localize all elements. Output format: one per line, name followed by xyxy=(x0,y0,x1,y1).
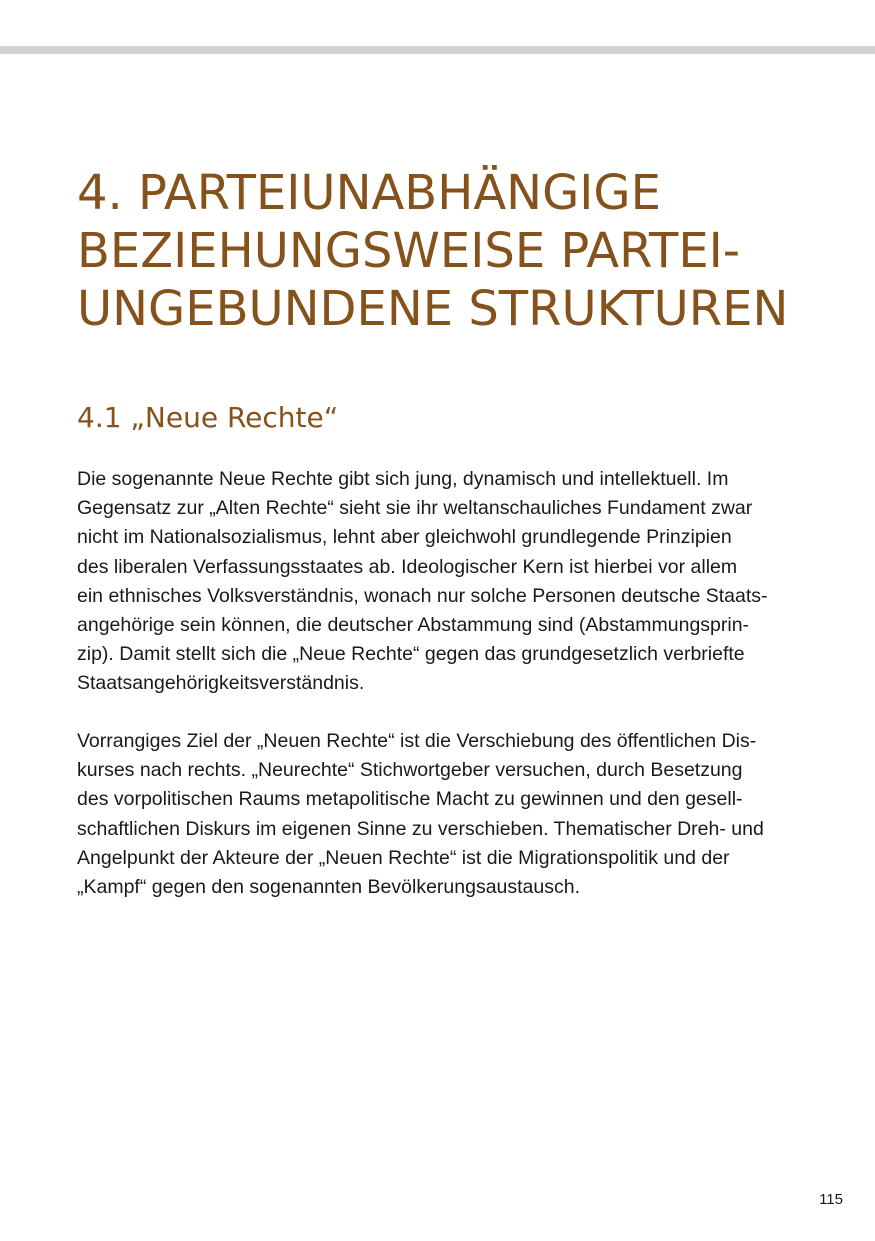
text-line: Staatsangehörigkeitsverständnis. xyxy=(77,672,365,695)
text-line: „Kampf“ gegen den sogenannten Bevölkerungsaustausch. xyxy=(77,876,581,899)
page-number: 115 xyxy=(819,1191,843,1208)
paragraph-1 xyxy=(77,465,768,699)
text-line: Angelpunkt der Akteure der „Neuen Rechte“ ist die Migrationspolitik und der xyxy=(77,846,730,869)
text-line: nicht im Nationalsozialismus, lehnt aber gleichwohl grundlegende Prinzipien xyxy=(77,526,732,549)
text-line: angehörige sein können, die deutscher Abstammung sind (Abstammungsprin- xyxy=(77,614,750,637)
chapter-title-line: 4. PARTEIUNABHÄNGIGE xyxy=(77,165,661,221)
section-title: 4.1 „Neue Rechte“ xyxy=(77,401,339,434)
paragraph-2 xyxy=(77,727,764,902)
chapter-title xyxy=(77,164,788,338)
text-line: Vorrangiges Ziel der „Neuen Rechte“ ist die Verschiebung des öffentlichen Dis- xyxy=(77,730,757,752)
top-rule xyxy=(0,46,875,54)
text-line: des vorpolitischen Raums metapolitische Macht zu gewinnen und den gesell- xyxy=(77,788,743,811)
text-line: des liberalen Verfassungsstaates ab. Ideologischer Kern ist hierbei vor allem xyxy=(77,555,738,578)
chapter-title-line: BEZIEHUNGSWEISE PARTEI- xyxy=(77,223,741,279)
text-line: Gegensatz zur „Alten Rechte“ sieht sie ihr weltanschauliches Fundament zwar xyxy=(77,497,753,520)
text-line: schaftlichen Diskurs im eigenen Sinne zu verschieben. Thematischer Dreh- und xyxy=(77,817,764,840)
text-line: Die sogenannte Neue Rechte gibt sich jung, dynamisch und intellektuell. Im xyxy=(77,468,729,490)
text-line: zip). Damit stellt sich die „Neue Rechte“ gegen das grundgesetzlich verbriefte xyxy=(77,643,745,666)
text-line: kurses nach rechts. „Neurechte“ Stichwortgeber versuchen, durch Besetzung xyxy=(77,759,743,782)
text-line: ein ethnisches Volksverständnis, wonach nur solche Personen deutsche Staats- xyxy=(77,584,768,607)
chapter-title-line: UNGEBUNDENE STRUKTUREN xyxy=(77,281,789,337)
